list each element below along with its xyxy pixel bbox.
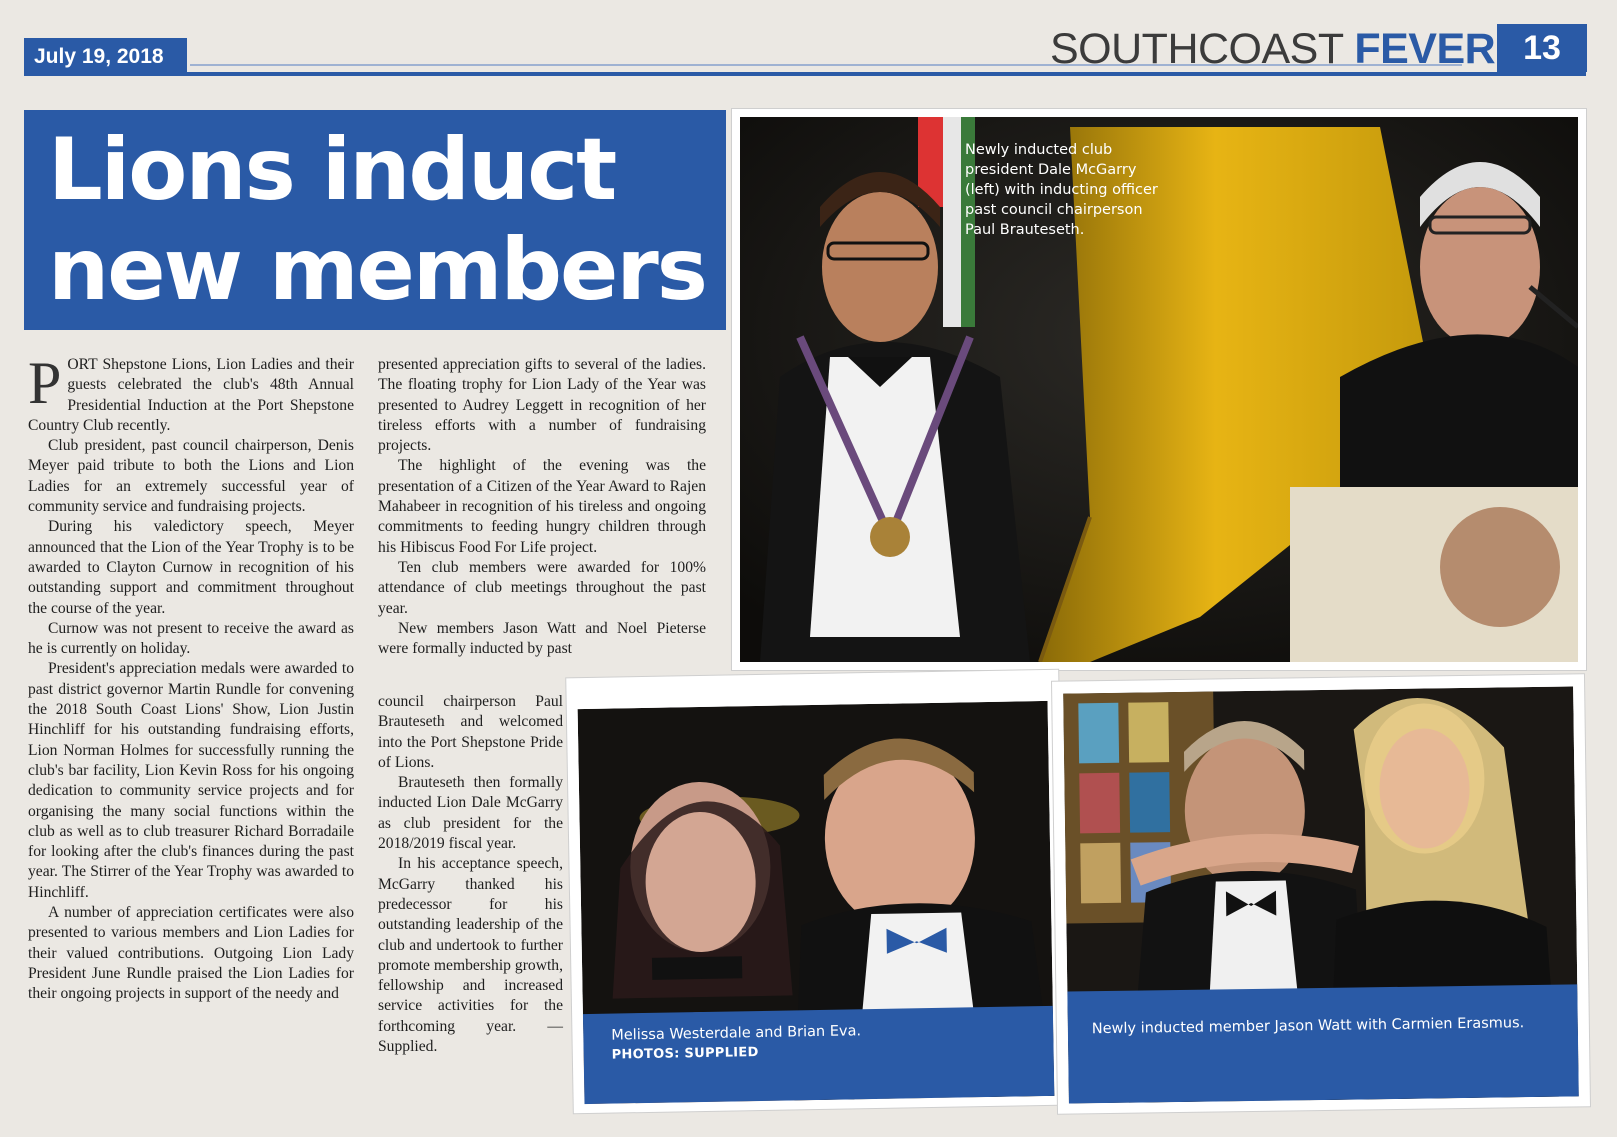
caption-text: Melissa Westerdale and Brian Eva. xyxy=(611,1023,862,1044)
page-number: 13 xyxy=(1497,24,1587,72)
article-column-2 xyxy=(378,355,706,659)
article-paragraph: Brauteseth then formally inducted Lion Dale McGarry as club president for the 2018/2019 fiscal year. xyxy=(378,774,563,853)
photo-melissa-brian xyxy=(578,701,1055,1104)
masthead xyxy=(1050,24,1495,74)
article-paragraph: Ten club members were awarded for 100% attendance of club meetings throughout the past year. xyxy=(378,558,706,617)
masthead-fever: FEVER xyxy=(1354,25,1496,73)
photo-caption-new-member: Newly inducted member Jason Watt with Carmien Erasmus. xyxy=(1091,1015,1525,1038)
article-column-2-narrow xyxy=(378,692,563,1057)
headline-line-1: Lions induct xyxy=(48,120,616,220)
photo-jason-carmien xyxy=(1063,686,1579,1103)
article-paragraph: PORT Shepstone Lions, Lion Ladies and their guests celebrated the club's 48th Annual Presidential Induction at the Port Shepstone Country Club recently. xyxy=(28,350,354,434)
article-paragraph: Club president, past council chairperson, Denis Meyer paid tribute to both the Lions and Lion Ladies for an extremely successful year of community service and fundraising projects. xyxy=(28,437,354,516)
masthead-southcoast: SOUTHCOAST xyxy=(1050,25,1355,73)
article-paragraph: The highlight of the evening was the presentation of a Citizen of the Year Award to Rajen Mahabeer in recognition of his tireless and ongoing commitments to feeding hungry children through his Hibiscus Food For Life project. xyxy=(378,457,706,556)
article-paragraph: In his acceptance speech, McGarry thanked his predecessor for his outstanding leadership of the club and undertook to further promote membership growth, fellowship and increased service activities for the forthcoming year. — Supplied. xyxy=(378,855,563,1056)
photo-caption-couple xyxy=(611,1018,1032,1065)
headline-line-2: new members xyxy=(48,220,706,320)
drop-cap: P xyxy=(28,350,62,416)
headline xyxy=(48,120,728,320)
article-paragraph: Curnow was not present to receive the award as he is currently on holiday. xyxy=(28,619,354,658)
article-paragraph: council chairperson Paul Brauteseth and welcomed into the Port Shepstone Pride of Lions. xyxy=(378,693,563,771)
article-paragraph: presented appreciation gifts to several of the ladies. The floating trophy for Lion Lady of the Year was presented to Audrey Leggett in recognition of her tireless efforts with a number of fundraising projects. xyxy=(378,356,706,455)
caption-bar xyxy=(1067,984,1579,1103)
article-paragraph: A number of appreciation certificates were also presented to various members and Lion Ladies for their valued contributions. Outgoing Lion Lady President June Rundle praised the Lion Ladies for their ongoing projects in support of the needy and xyxy=(28,904,354,1003)
article-paragraph: President's appreciation medals were awarded to past district governor Martin Rundle for convening the 2018 South Coast Lions' Show, Lion Justin Hinchliff for his outstanding fundraising efforts, Lion Norman Holmes for successfully running the club's bar facility, Lion Kevin Ross for his ongoing dedication to community service projects and for organising the many social functions within the club as well as to club treasurer Richard Borradaile for looking after the club's finances during the past year. The Stirrer of the Year Trophy was awarded to Hinchliff. xyxy=(28,660,354,901)
photo-credit: PHOTOS: SUPPLIED xyxy=(611,1045,759,1063)
issue-date: July 19, 2018 xyxy=(24,38,187,76)
article-column-1 xyxy=(28,350,354,1005)
article-paragraph: New members Jason Watt and Noel Pieterse were formally inducted by past xyxy=(378,619,706,658)
article-paragraph: During his valedictory speech, Meyer announced that the Lion of the Year Trophy is to be awarded to Clayton Curnow in recognition of his outstanding support and commitment throughout the course of the year. xyxy=(28,518,354,617)
photo-caption-induction: Newly inducted club president Dale McGarry (left) with inducting officer past council chairperson Paul Brauteseth. xyxy=(965,142,1158,238)
